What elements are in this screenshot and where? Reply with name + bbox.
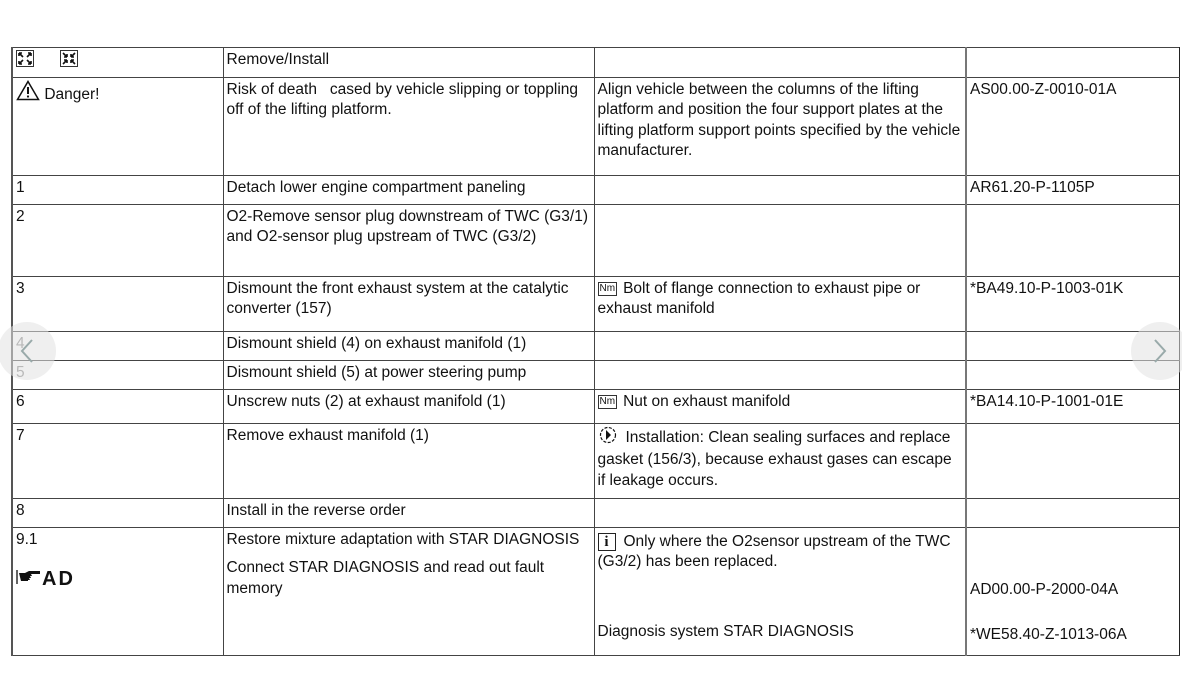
step-ref-link[interactable]: *BA14.10-P-1001-01E: [966, 389, 1179, 423]
step-note: Bolt of flange connection to exhaust pipe or exhaust manifold: [597, 279, 921, 317]
table-row: [12, 527, 1179, 655]
pointing-hand-icon: [16, 568, 42, 593]
step-number: 3: [12, 276, 223, 331]
table-row: [12, 276, 1179, 331]
step-number: 6: [12, 389, 223, 423]
chevron-right-icon: [1150, 337, 1170, 365]
table-row: [12, 175, 1179, 204]
chevron-left-icon: [17, 337, 37, 365]
step-action-secondary: Connect STAR DIAGNOSIS and read out fault memory: [226, 559, 545, 597]
expand-icon[interactable]: [16, 50, 34, 74]
danger-row: [12, 77, 1179, 175]
torque-nm-icon: Nm: [599, 282, 616, 294]
step-action: Dismount shield (5) at power steering pump: [223, 360, 594, 389]
header-row: [12, 48, 1179, 78]
step-ref-link-secondary[interactable]: *WE58.40-Z-1013-06A: [970, 626, 1127, 643]
step-action: Dismount shield (4) on exhaust manifold (1): [223, 331, 594, 360]
step-ref-link[interactable]: *BA49.10-P-1003-01K: [966, 276, 1179, 331]
section-title: Remove/Install: [223, 48, 594, 78]
step-note: Installation: Clean sealing surfaces and replace gasket (156/3), because exhaust gases can escape if leakage occurs.: [597, 428, 952, 489]
ad-badge: AD: [42, 568, 75, 590]
step-note: Nut on exhaust manifold: [623, 392, 791, 410]
danger-label: Danger!: [44, 85, 100, 103]
table-row: [12, 498, 1179, 527]
danger-measure: Align vehicle between the columns of the lifting platform and position the four support plates at the lifting platform support points specified by the vehicle manufacturer.: [594, 77, 966, 175]
step-note-secondary: Diagnosis system STAR DIAGNOSIS: [597, 622, 854, 640]
procedure-table: [11, 47, 1180, 656]
step-action: Install in the reverse order: [223, 498, 594, 527]
step-action: O2-Remove sensor plug downstream of TWC (G3/1) and O2-sensor plug upstream of TWC (G3/2): [223, 204, 594, 276]
table-row: [12, 204, 1179, 276]
step-number: 1: [12, 175, 223, 204]
step-action: Restore mixture adaptation with STAR DIAGNOSIS: [226, 530, 580, 548]
step-note: Only where the O2sensor upstream of the TWC (G3/2) has been replaced.: [597, 532, 951, 570]
next-page-button[interactable]: [1131, 322, 1182, 380]
step-ref-link[interactable]: AR61.20-P-1105P: [966, 175, 1179, 204]
installation-note-icon: [598, 426, 618, 451]
table-row: [12, 360, 1179, 389]
danger-risk: Risk of death cased by vehicle slipping or toppling off of the lifting platform.: [223, 77, 594, 175]
step-action: Unscrew nuts (2) at exhaust manifold (1): [223, 389, 594, 423]
warning-triangle-icon: [16, 80, 40, 108]
danger-ref-link[interactable]: AS00.00-Z-0010-01A: [966, 77, 1179, 175]
previous-page-button[interactable]: [0, 322, 56, 380]
step-number: 2: [12, 204, 223, 276]
step-ref-link[interactable]: AD00.00-P-2000-04A: [970, 580, 1119, 598]
torque-nm-icon: Nm: [599, 395, 616, 407]
table-row: [12, 423, 1179, 498]
step-number: 9.1: [16, 530, 38, 548]
step-number: 8: [12, 498, 223, 527]
step-action: Dismount the front exhaust system at the catalytic converter (157): [223, 276, 594, 331]
step-action: Remove exhaust manifold (1): [223, 423, 594, 498]
step-number: 7: [12, 423, 223, 498]
table-row: [12, 331, 1179, 360]
table-row: [12, 389, 1179, 423]
step-action: Detach lower engine compartment paneling: [223, 175, 594, 204]
info-icon: i: [598, 533, 616, 551]
collapse-icon[interactable]: [60, 50, 78, 74]
